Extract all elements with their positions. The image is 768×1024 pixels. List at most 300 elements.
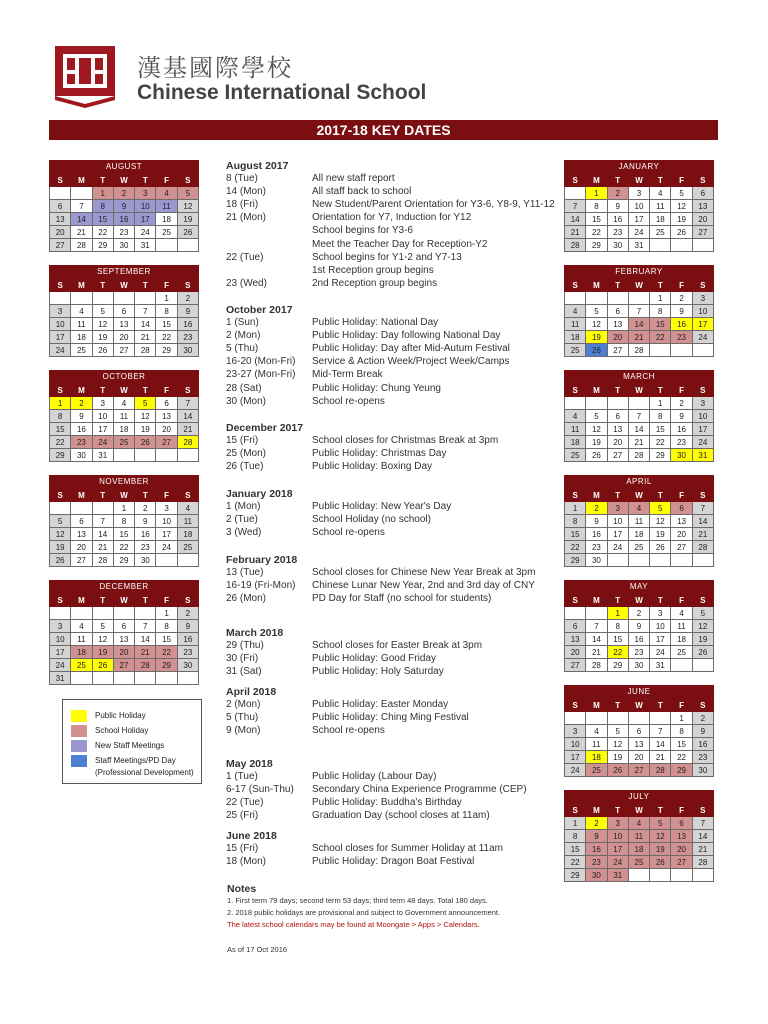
calendar-day: 3 <box>156 502 177 515</box>
calendar-empty-cell <box>607 292 628 305</box>
calendar-day: 29 <box>92 239 113 252</box>
calendar-day: 26 <box>650 856 671 869</box>
calendar-month-title: MARCH <box>564 370 714 383</box>
event-description: School closes for Christmas Break at 3pm <box>312 435 499 446</box>
calendar-day: 1 <box>650 397 671 410</box>
calendar-day: 5 <box>586 410 607 423</box>
weekday-header: T <box>650 489 671 502</box>
calendar-day: 5 <box>650 817 671 830</box>
event-description: Graduation Day (school closes at 11am) <box>312 810 490 822</box>
weekday-header: F <box>671 594 692 607</box>
calendar-day: 11 <box>113 410 134 423</box>
event-row <box>226 461 561 474</box>
event-date: 8 (Tue) <box>226 173 258 184</box>
calendar-day: 9 <box>71 410 92 423</box>
calendar-day: 15 <box>50 423 71 436</box>
calendar-empty-cell <box>692 554 713 567</box>
calendar-day: 3 <box>692 292 713 305</box>
calendar-day: 16 <box>135 528 156 541</box>
event-description: Public Holiday: Holy Saturday <box>312 666 444 678</box>
calendar-day: 26 <box>92 659 113 672</box>
event-section-heading: December 2017 <box>226 422 304 434</box>
weekday-header: F <box>671 699 692 712</box>
weekday-header: M <box>586 489 607 502</box>
weekday-header: T <box>135 279 156 292</box>
event-description: Mid-Term Break <box>312 369 383 381</box>
calendar-day: 6 <box>692 187 713 200</box>
weekday-header: T <box>650 699 671 712</box>
calendar-day: 16 <box>671 423 692 436</box>
calendar-day: 28 <box>586 659 607 672</box>
calendar-day: 17 <box>565 751 586 764</box>
calendar-empty-cell <box>50 502 71 515</box>
calendar-empty-cell <box>92 672 113 685</box>
calendar-day: 21 <box>135 331 156 344</box>
event-date: 14 (Mon) <box>226 186 267 198</box>
weekday-header: W <box>628 384 649 397</box>
calendar-september <box>49 265 199 357</box>
calendar-empty-cell <box>650 869 671 882</box>
event-row <box>226 640 561 653</box>
calendar-empty-cell <box>692 344 713 357</box>
calendar-day: 8 <box>565 515 586 528</box>
event-section-heading: October 2017 <box>226 304 293 316</box>
calendar-day: 31 <box>650 659 671 672</box>
school-header <box>49 40 709 112</box>
event-row <box>226 383 561 396</box>
calendar-day: 6 <box>50 200 71 213</box>
event-row <box>226 448 561 461</box>
note-calendars-link: The latest school calendars may be found at Moongate > Apps > Calendars. <box>227 920 480 929</box>
calendar-day: 13 <box>671 830 692 843</box>
calendar-day: 28 <box>650 764 671 777</box>
calendar-empty-cell <box>135 672 156 685</box>
calendar-day: 3 <box>50 620 71 633</box>
weekday-header: F <box>671 489 692 502</box>
weekday-header: W <box>113 279 134 292</box>
calendar-day: 26 <box>671 226 692 239</box>
calendar-day: 16 <box>607 213 628 226</box>
calendar-empty-cell <box>156 672 177 685</box>
calendar-empty-cell <box>50 292 71 305</box>
event-description: Public Holiday: Boxing Day <box>312 461 433 473</box>
calendar-day: 23 <box>71 436 92 449</box>
calendar-day: 25 <box>671 646 692 659</box>
event-date: 2 (Mon) <box>226 330 261 342</box>
event-row <box>226 699 561 712</box>
calendar-day: 14 <box>565 213 586 226</box>
calendar-day: 13 <box>607 318 628 331</box>
calendar-empty-cell <box>113 292 134 305</box>
event-date: 9 (Mon) <box>226 725 261 737</box>
calendar-day: 9 <box>586 830 607 843</box>
calendar-day: 18 <box>177 528 198 541</box>
event-row <box>226 173 561 186</box>
calendar-day: 23 <box>113 226 134 239</box>
calendar-day: 26 <box>586 449 607 462</box>
calendar-day: 1 <box>92 187 113 200</box>
weekday-header: M <box>71 384 92 397</box>
weekday-header: S <box>692 279 713 292</box>
weekday-header: M <box>71 594 92 607</box>
event-description: Secondary China Experience Programme (CEP) <box>312 784 527 796</box>
weekday-header: S <box>177 489 198 502</box>
calendar-day: 20 <box>50 226 71 239</box>
event-row <box>226 567 561 580</box>
calendar-day: 9 <box>177 620 198 633</box>
calendar-day: 18 <box>113 423 134 436</box>
weekday-header: M <box>586 174 607 187</box>
calendar-april <box>564 475 714 567</box>
calendar-day: 23 <box>692 751 713 764</box>
calendar-empty-cell <box>113 672 134 685</box>
calendar-day: 9 <box>607 200 628 213</box>
calendar-day: 17 <box>156 528 177 541</box>
calendar-empty-cell <box>650 712 671 725</box>
event-row <box>226 330 561 343</box>
event-description: School re-opens <box>312 395 385 407</box>
weekday-header: T <box>92 594 113 607</box>
calendar-day: 20 <box>628 751 649 764</box>
weekday-header: F <box>671 174 692 187</box>
calendar-day: 11 <box>586 738 607 751</box>
event-description: Public Holiday: Christmas Day <box>312 448 447 460</box>
event-date: 6-17 (Sun-Thu) <box>226 784 294 796</box>
event-description: Public Holiday: Day after Mid-Autum Festival <box>312 343 510 355</box>
calendar-empty-cell <box>177 672 198 685</box>
event-row <box>226 514 561 527</box>
calendar-day: 20 <box>113 331 134 344</box>
event-row <box>226 356 561 369</box>
calendar-day: 7 <box>135 305 156 318</box>
calendar-day: 15 <box>607 633 628 646</box>
event-description: Public Holiday: Easter Monday <box>312 699 449 710</box>
calendar-day: 12 <box>607 738 628 751</box>
weekday-header: T <box>92 279 113 292</box>
calendar-day: 29 <box>671 764 692 777</box>
calendar-day: 2 <box>586 817 607 830</box>
calendar-day: 7 <box>135 620 156 633</box>
calendar-day: 10 <box>607 515 628 528</box>
event-date: 15 (Fri) <box>226 843 259 854</box>
calendar-day: 2 <box>628 607 649 620</box>
calendar-day: 13 <box>113 633 134 646</box>
calendar-month-title: JULY <box>564 790 714 803</box>
calendar-july <box>564 790 714 882</box>
calendar-day: 17 <box>650 633 671 646</box>
event-description: Public Holiday: Good Friday <box>312 653 436 665</box>
calendar-day: 25 <box>71 344 92 357</box>
calendar-day: 16 <box>177 318 198 331</box>
calendar-day: 4 <box>71 305 92 318</box>
weekday-header: W <box>628 489 649 502</box>
calendar-day: 24 <box>156 541 177 554</box>
calendar-day: 10 <box>565 738 586 751</box>
calendar-empty-cell <box>177 239 198 252</box>
event-description: Public Holiday: Dragon Boat Festival <box>312 856 475 868</box>
event-section-heading: January 2018 <box>226 488 293 500</box>
calendar-day: 24 <box>565 764 586 777</box>
calendar-day: 17 <box>50 331 71 344</box>
weekday-header: T <box>607 804 628 817</box>
event-date: 16-20 (Mon-Fri) <box>226 356 296 368</box>
calendar-day: 12 <box>92 318 113 331</box>
calendar-day: 30 <box>113 239 134 252</box>
calendar-day: 26 <box>135 436 156 449</box>
event-row <box>226 212 561 225</box>
calendar-day: 20 <box>671 843 692 856</box>
calendar-day: 25 <box>71 659 92 672</box>
calendar-empty-cell <box>50 607 71 620</box>
calendar-day: 19 <box>650 528 671 541</box>
calendar-day: 30 <box>71 449 92 462</box>
weekday-header: S <box>565 804 586 817</box>
calendar-day: 1 <box>565 502 586 515</box>
calendar-empty-cell <box>565 397 586 410</box>
weekday-header: S <box>692 699 713 712</box>
calendar-day: 4 <box>650 187 671 200</box>
calendar-empty-cell <box>586 292 607 305</box>
calendar-day: 18 <box>586 751 607 764</box>
calendar-day: 2 <box>113 187 134 200</box>
event-date: 26 (Mon) <box>226 593 267 605</box>
calendar-day: 7 <box>92 515 113 528</box>
calendar-day: 18 <box>565 436 586 449</box>
calendar-day: 4 <box>156 187 177 200</box>
calendar-day: 30 <box>135 554 156 567</box>
calendar-day: 1 <box>586 187 607 200</box>
weekday-header: T <box>135 489 156 502</box>
weekday-header: F <box>156 384 177 397</box>
calendar-day: 24 <box>628 226 649 239</box>
calendar-day: 18 <box>650 213 671 226</box>
calendar-day: 1 <box>113 502 134 515</box>
calendar-month-title: JUNE <box>564 685 714 698</box>
event-row <box>226 653 561 666</box>
event-row <box>226 593 561 606</box>
weekday-header: S <box>50 279 71 292</box>
calendar-day: 8 <box>113 515 134 528</box>
calendar-day: 20 <box>156 423 177 436</box>
legend-pd-subtitle: (Professional Development) <box>95 768 194 777</box>
calendar-day: 29 <box>650 449 671 462</box>
calendar-day: 21 <box>628 331 649 344</box>
calendar-empty-cell <box>628 869 649 882</box>
calendar-day: 10 <box>628 200 649 213</box>
calendar-day: 30 <box>607 239 628 252</box>
calendar-day: 15 <box>650 423 671 436</box>
calendar-day: 29 <box>156 344 177 357</box>
calendar-day: 13 <box>692 200 713 213</box>
calendar-day: 25 <box>586 764 607 777</box>
calendar-day: 4 <box>565 410 586 423</box>
calendar-day: 31 <box>628 239 649 252</box>
calendar-day: 14 <box>177 410 198 423</box>
calendar-day: 19 <box>607 751 628 764</box>
calendar-day: 9 <box>628 620 649 633</box>
event-row <box>226 712 561 725</box>
calendar-day: 12 <box>586 318 607 331</box>
event-description: Chinese Lunar New Year, 2nd and 3rd day of CNY <box>312 580 535 592</box>
calendar-day: 3 <box>607 817 628 830</box>
calendar-day: 19 <box>92 331 113 344</box>
calendar-day: 17 <box>92 423 113 436</box>
calendar-august <box>49 160 199 252</box>
calendar-day: 29 <box>565 554 586 567</box>
event-description: School closes for Chinese New Year Break at 3pm <box>312 567 536 578</box>
calendar-day: 27 <box>113 659 134 672</box>
calendar-day: 12 <box>177 200 198 213</box>
weekday-header: W <box>628 804 649 817</box>
calendar-day: 23 <box>628 646 649 659</box>
calendar-day: 3 <box>607 502 628 515</box>
calendar-day: 28 <box>135 344 156 357</box>
legend-swatch-pd <box>71 755 87 767</box>
calendar-day: 19 <box>135 423 156 436</box>
calendar-day: 12 <box>135 410 156 423</box>
calendar-day: 12 <box>671 200 692 213</box>
event-date: 22 (Tue) <box>226 251 264 263</box>
note-1: 1. First term 79 days; second term 53 days; third term 48 days. Total 180 days. <box>227 896 488 905</box>
weekday-header: S <box>565 699 586 712</box>
calendar-day: 24 <box>92 436 113 449</box>
event-row <box>226 199 561 212</box>
weekday-header: S <box>50 594 71 607</box>
calendar-day: 13 <box>628 738 649 751</box>
weekday-header: T <box>135 174 156 187</box>
event-row <box>226 666 561 679</box>
event-date: 18 (Fri) <box>226 199 259 211</box>
calendar-day: 25 <box>113 436 134 449</box>
calendar-day: 17 <box>135 213 156 226</box>
calendar-day: 21 <box>650 751 671 764</box>
calendar-day: 25 <box>565 449 586 462</box>
calendar-day: 12 <box>92 633 113 646</box>
calendar-day: 2 <box>671 292 692 305</box>
calendar-month-title: DECEMBER <box>49 580 199 593</box>
calendar-day: 27 <box>628 764 649 777</box>
weekday-header: F <box>671 384 692 397</box>
event-date: 23-27 (Mon-Fri) <box>226 369 296 381</box>
calendar-day: 2 <box>71 397 92 410</box>
calendar-day: 22 <box>156 646 177 659</box>
weekday-header: W <box>628 594 649 607</box>
calendar-empty-cell <box>135 449 156 462</box>
calendar-empty-cell <box>156 554 177 567</box>
weekday-header: S <box>177 279 198 292</box>
calendar-empty-cell <box>71 187 92 200</box>
calendar-day: 23 <box>586 541 607 554</box>
event-description: School begins for Y3-6 <box>312 225 413 237</box>
calendar-day: 23 <box>671 331 692 344</box>
calendar-day: 20 <box>692 213 713 226</box>
calendar-day: 13 <box>71 528 92 541</box>
event-description: Public Holiday: Ching Ming Festival <box>312 712 469 724</box>
as-of-date: As of 17 Oct 2016 <box>227 945 288 954</box>
calendar-day: 1 <box>156 607 177 620</box>
calendar-day: 17 <box>692 423 713 436</box>
calendar-day: 22 <box>671 751 692 764</box>
calendar-empty-cell <box>692 869 713 882</box>
calendar-day: 1 <box>650 292 671 305</box>
event-description: School begins for Y1-2 and Y7-13 <box>312 251 462 263</box>
calendar-month-title: AUGUST <box>49 160 199 173</box>
calendar-day: 16 <box>71 423 92 436</box>
calendar-day: 3 <box>650 607 671 620</box>
weekday-header: M <box>586 384 607 397</box>
calendar-day: 8 <box>607 620 628 633</box>
event-date: 22 (Tue) <box>226 797 264 809</box>
calendar-day: 6 <box>565 620 586 633</box>
calendar-empty-cell <box>692 239 713 252</box>
event-row <box>226 501 561 514</box>
calendar-day: 25 <box>628 856 649 869</box>
calendar-empty-cell <box>92 607 113 620</box>
calendar-day: 27 <box>692 226 713 239</box>
calendar-day: 15 <box>156 633 177 646</box>
calendar-day: 18 <box>71 331 92 344</box>
calendar-december <box>49 580 199 685</box>
calendar-day: 1 <box>156 292 177 305</box>
calendar-day: 13 <box>607 423 628 436</box>
weekday-header: T <box>607 699 628 712</box>
calendar-day: 27 <box>671 541 692 554</box>
calendar-day: 26 <box>177 226 198 239</box>
event-description: All new staff report <box>312 173 395 184</box>
event-row <box>226 725 561 738</box>
event-description: 1st Reception group begins <box>312 264 434 276</box>
calendar-day: 8 <box>50 410 71 423</box>
weekday-header: W <box>628 174 649 187</box>
event-row <box>226 278 561 291</box>
weekday-header: S <box>177 384 198 397</box>
weekday-header: W <box>628 699 649 712</box>
calendar-day: 17 <box>607 528 628 541</box>
weekday-header: S <box>565 279 586 292</box>
weekday-header: M <box>586 594 607 607</box>
calendar-day: 26 <box>586 344 607 357</box>
calendar-day: 12 <box>650 515 671 528</box>
calendar-day: 27 <box>565 659 586 672</box>
calendar-day: 25 <box>565 344 586 357</box>
calendar-empty-cell <box>71 672 92 685</box>
weekday-header: S <box>692 384 713 397</box>
calendar-day: 18 <box>71 646 92 659</box>
weekday-header: S <box>692 804 713 817</box>
calendar-day: 6 <box>156 397 177 410</box>
event-row <box>226 843 561 856</box>
calendar-day: 7 <box>177 397 198 410</box>
calendar-day: 24 <box>50 659 71 672</box>
calendar-day: 31 <box>92 449 113 462</box>
weekday-header: M <box>71 174 92 187</box>
calendar-empty-cell <box>92 502 113 515</box>
weekday-header: M <box>586 279 607 292</box>
event-description: Public Holiday (Labour Day) <box>312 771 437 782</box>
calendar-empty-cell <box>92 292 113 305</box>
calendar-day: 1 <box>671 712 692 725</box>
event-date: 2 (Mon) <box>226 699 261 710</box>
event-description: School re-opens <box>312 725 385 737</box>
calendar-day: 2 <box>671 397 692 410</box>
calendar-day: 4 <box>71 620 92 633</box>
calendar-day: 15 <box>565 843 586 856</box>
calendar-day: 24 <box>692 436 713 449</box>
calendar-day: 5 <box>92 620 113 633</box>
legend-public-holiday: Public Holiday <box>71 709 146 722</box>
calendar-day: 14 <box>135 318 156 331</box>
weekday-header: T <box>135 384 156 397</box>
